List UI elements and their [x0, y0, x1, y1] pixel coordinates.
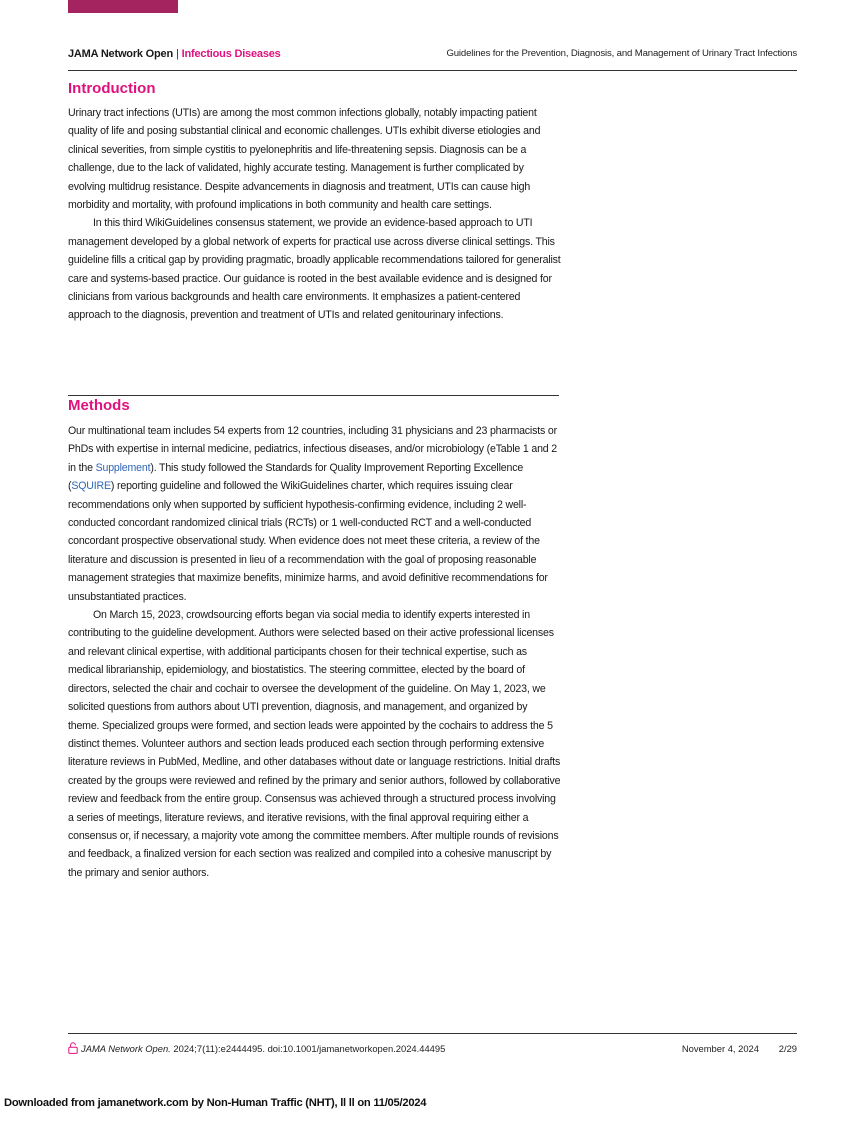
squire-link[interactable]: SQUIRE: [71, 480, 111, 493]
introduction-section: [68, 80, 561, 325]
page-footer: [68, 1042, 797, 1056]
footer-journal: JAMA Network Open.: [81, 1043, 171, 1054]
footer-citation: [81, 1043, 445, 1054]
introduction-paragraph-2: In this third WikiGuidelines consensus statement, we provide an evidence-based approach to UTI management developed by a global network of experts for practical use across diverse clinical settings. This guideline fills a critical gap by providing pragmatic, broadly applicable recommendations tailored for generalist care and systems-based practice. Our guidance is rooted in the best available evidence and is designed for clinicians from various backgrounds and health care environments. It emphasizes a patient-centered approach to the diagnosis, prevention and treatment of UTIs and related genitourinary infections.: [68, 217, 561, 322]
page-header: [68, 48, 797, 62]
download-notice: Downloaded from jamanetwork.com by Non-Human Traffic (NHT), ll ll on 11/05/2024: [4, 1097, 427, 1109]
supplement-link[interactable]: Supplement: [95, 461, 151, 474]
introduction-heading: Introduction: [68, 80, 156, 97]
journal-name: JAMA Network Open: [68, 48, 173, 60]
methods-p1-text-b: ). This study followed the Standards for Quality Improvement Reporting Excellence (: [68, 461, 524, 493]
header-divider: [68, 70, 797, 71]
running-title: Guidelines for the Prevention, Diagnosis, and Management of Urinary Tract Infections: [446, 48, 797, 59]
journal-section-label: [68, 48, 281, 60]
methods-paragraph-2: On March 15, 2023, crowdsourcing efforts began via social media to identify experts interested in contributing to the guideline development. Authors were selected based on their active professional licenses and relevant clinical expertise, with additional participants chosen for their technical expertise, such as medical librarianship, epidemiology, and biostatistics. The steering committee, elected by the board of directors, selected the chair and cochair to oversee the development of the guideline. On May 1, 2023, we solicited questions from authors about UTI prevention, diagnosis, and management, and organized by theme. Specialized groups were formed, and section leads were appointed by the cochairs to address the 5 distinct themes. Volunteer authors and section leads produced each section through performing extensive literature reviews in PubMed, Medline, and other databases without date or language restrictions. Initial drafts created by the groups were reviewed and refined by the primary and senior authors, followed by collaborative review and feedback from the entire group. Consensus was achieved through a structured process involving a series of meetings, literature reviews, and iterative revisions, with the final approval requiring either a consensus or, if necessary, a majority vote among the committee members. After multiple rounds of revisions and feedback, a finalized version for each section was realized and compiled into a cohesive manuscript by the primary and senior authors.: [68, 609, 561, 879]
methods-section: [68, 397, 561, 882]
header-separator: |: [175, 48, 179, 60]
introduction-paragraph-1: Urinary tract infections (UTIs) are among the most common infections globally, notably impacting patient quality of life and posing substantial clinical and economic challenges. UTIs exhibit diverse etiologies and clinical severities, from simple cystitis to pyelonephritis and life-threatening sepsis. Diagnosis can be a challenge, due to the lack of validated, highly accurate testing. Management is further complicated by evolving multidrug resistance. Despite advancements in diagnosis and treatment, UTIs can cause high morbidity and mortality, with profound implications in both community and health care settings.: [68, 107, 541, 212]
footer-divider: [68, 1033, 797, 1034]
top-accent-bar: [68, 0, 178, 13]
methods-p1-text-a: Our multinational team includes 54 experts from 12 countries, including 31 physicians and 23 pharmacists or PhDs with expertise in internal medicine, pediatrics, infectious diseases, and/or microbiology (eTable 1 and 2 in the: [68, 425, 557, 474]
footer-doi: 2024;7(11):e2444495. doi:10.1001/jamanetworkopen.2024.44495: [170, 1043, 446, 1054]
page-number: 2/29: [778, 1043, 797, 1054]
methods-heading: Methods: [68, 397, 130, 414]
methods-paragraph-1: [68, 422, 561, 606]
section-name: Infectious Diseases: [181, 48, 281, 60]
publication-date: November 4, 2024: [681, 1043, 759, 1054]
methods-p1-text-c: ) reporting guideline and followed the WikiGuidelines charter, which requires issuing clear recommendations only when supported by sufficient hypothesis-confirming evidence, including 2 well-conducted concordant randomized clinical trials (RCTs) or 1 well-conducted RCT and a well-conducted concordant prospective observational study. When evidence does not meet these criteria, a review of the literature and discussion is presented in lieu of a recommendation with the goal of proposing reasonable management strategies that maximize benefits, minimize harms, and avoid definitive recommendations for unsubstantiated practices.: [68, 480, 548, 603]
section-divider: [68, 395, 559, 396]
open-lock-icon: [68, 1042, 78, 1054]
